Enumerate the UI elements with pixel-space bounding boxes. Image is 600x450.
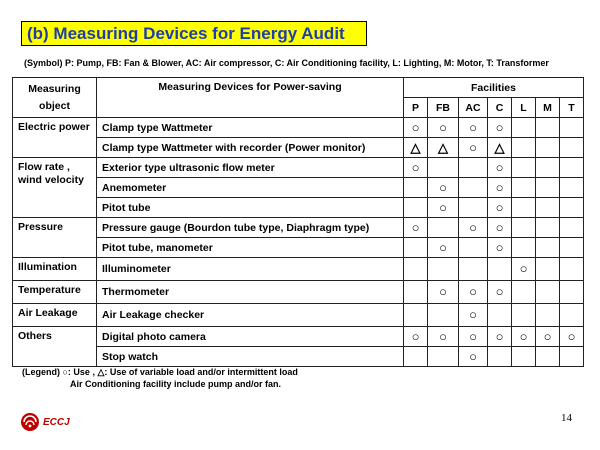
facility-cell bbox=[488, 218, 512, 238]
facility-cell bbox=[512, 347, 536, 367]
circle-mark: ○ bbox=[469, 119, 477, 135]
facility-cell bbox=[560, 258, 584, 281]
table-row bbox=[13, 178, 584, 198]
circle-mark: ○ bbox=[439, 179, 447, 195]
facility-cell bbox=[459, 138, 488, 158]
device-name: Exterior type ultrasonic flow meter bbox=[97, 158, 404, 178]
circle-mark: ○ bbox=[469, 139, 477, 155]
circle-mark: ○ bbox=[495, 159, 504, 175]
table-row bbox=[13, 258, 584, 281]
facility-cell bbox=[488, 118, 512, 138]
header-col-fb: FB bbox=[428, 98, 459, 118]
logo-text: ECCJ bbox=[43, 416, 70, 428]
header-col-t: T bbox=[560, 98, 584, 118]
facility-cell bbox=[428, 178, 459, 198]
facility-cell bbox=[488, 281, 512, 304]
facility-cell bbox=[428, 304, 459, 327]
facility-cell bbox=[560, 138, 584, 158]
facility-cell bbox=[536, 238, 560, 258]
device-name: Stop watch bbox=[97, 347, 404, 367]
legend-line-2: Air Conditioning facility include pump and/or fan. bbox=[70, 379, 281, 389]
facility-cell bbox=[512, 327, 536, 347]
circle-mark: ○ bbox=[411, 219, 420, 235]
device-name: Pressure gauge (Bourdon tube type, Diaphragm type) bbox=[97, 218, 404, 238]
facility-cell bbox=[512, 258, 536, 281]
facility-cell bbox=[428, 218, 459, 238]
facility-cell bbox=[512, 138, 536, 158]
table-row bbox=[13, 198, 584, 218]
facility-cell bbox=[560, 178, 584, 198]
circle-mark: ○ bbox=[469, 219, 477, 235]
circle-mark: ○ bbox=[495, 284, 504, 299]
facility-cell bbox=[512, 281, 536, 304]
facility-cell bbox=[560, 281, 584, 304]
facility-cell bbox=[512, 238, 536, 258]
facility-cell bbox=[404, 327, 428, 347]
facility-cell bbox=[404, 238, 428, 258]
triangle-mark: △ bbox=[410, 139, 421, 155]
header-devices: Measuring Devices for Power-saving bbox=[97, 78, 404, 118]
facility-cell bbox=[459, 327, 488, 347]
measuring-object: Temperature bbox=[13, 281, 97, 304]
measuring-object: Electric power bbox=[13, 118, 97, 158]
facility-cell bbox=[459, 218, 488, 238]
facility-cell bbox=[560, 238, 584, 258]
facility-cell bbox=[404, 118, 428, 138]
device-name: Pitot tube bbox=[97, 198, 404, 218]
page-title: (b) Measuring Devices for Energy Audit bbox=[21, 21, 367, 46]
circle-mark: ○ bbox=[439, 239, 447, 255]
triangle-mark: △ bbox=[494, 139, 505, 155]
facility-cell bbox=[536, 281, 560, 304]
device-name: Digital photo camera bbox=[97, 327, 404, 347]
header-facilities: Facilities bbox=[404, 78, 584, 98]
facility-cell bbox=[512, 178, 536, 198]
header-measuring-object: Measuring object bbox=[13, 78, 97, 118]
circle-mark: ○ bbox=[411, 119, 420, 135]
facility-cell bbox=[404, 158, 428, 178]
facility-cell bbox=[428, 238, 459, 258]
table-row bbox=[13, 118, 584, 138]
header-col-p: P bbox=[404, 98, 428, 118]
measuring-object: Illumination bbox=[13, 258, 97, 281]
circle-mark: ○ bbox=[567, 328, 576, 344]
symbol-definitions: (Symbol) P: Pump, FB: Fan & Blower, AC: Air compressor, C: Air Conditioning facility, L: Lighting, M: Motor, T: Transformer bbox=[24, 58, 549, 68]
facility-cell bbox=[428, 347, 459, 367]
eccj-logo-icon bbox=[20, 412, 40, 432]
facility-cell bbox=[488, 178, 512, 198]
device-name: Clamp type Wattmeter bbox=[97, 118, 404, 138]
facility-cell bbox=[536, 258, 560, 281]
facility-cell bbox=[560, 158, 584, 178]
table-row bbox=[13, 158, 584, 178]
circle-mark: ○ bbox=[495, 179, 504, 195]
header-col-ac: AC bbox=[459, 98, 488, 118]
circle-mark: ○ bbox=[411, 159, 420, 175]
circle-mark: ○ bbox=[439, 328, 447, 344]
facility-cell bbox=[488, 304, 512, 327]
facility-cell bbox=[404, 304, 428, 327]
facility-cell bbox=[428, 118, 459, 138]
header-col-c: C bbox=[488, 98, 512, 118]
table-row bbox=[13, 281, 584, 304]
facility-cell bbox=[428, 258, 459, 281]
circle-mark: ○ bbox=[469, 348, 477, 364]
facility-cell bbox=[536, 327, 560, 347]
circle-mark: ○ bbox=[469, 328, 477, 344]
facility-cell bbox=[560, 198, 584, 218]
header-col-m: M bbox=[536, 98, 560, 118]
facility-cell bbox=[404, 347, 428, 367]
facility-cell bbox=[459, 238, 488, 258]
table-row bbox=[13, 347, 584, 367]
facility-cell bbox=[536, 198, 560, 218]
facility-cell bbox=[560, 347, 584, 367]
table-row bbox=[13, 304, 584, 327]
facility-cell bbox=[428, 198, 459, 218]
facility-cell bbox=[512, 198, 536, 218]
facility-cell bbox=[512, 118, 536, 138]
facility-cell bbox=[536, 347, 560, 367]
facility-cell bbox=[536, 158, 560, 178]
circle-mark: ○ bbox=[495, 328, 504, 344]
facility-cell bbox=[536, 218, 560, 238]
circle-mark: ○ bbox=[495, 199, 504, 215]
page-number: 14 bbox=[561, 412, 572, 424]
circle-mark: ○ bbox=[411, 328, 420, 344]
device-name: Pitot tube, manometer bbox=[97, 238, 404, 258]
facility-cell bbox=[488, 238, 512, 258]
facility-cell bbox=[512, 158, 536, 178]
circle-mark: ○ bbox=[469, 307, 477, 322]
legend bbox=[22, 366, 298, 390]
facility-cell bbox=[459, 198, 488, 218]
device-name: Clamp type Wattmeter with recorder (Power monitor) bbox=[97, 138, 404, 158]
triangle-mark: △ bbox=[438, 139, 448, 155]
circle-mark: ○ bbox=[543, 328, 552, 344]
facility-cell bbox=[459, 178, 488, 198]
facility-cell bbox=[459, 347, 488, 367]
device-name: Anemometer bbox=[97, 178, 404, 198]
circle-mark: ○ bbox=[439, 284, 447, 299]
facility-cell bbox=[560, 304, 584, 327]
facility-cell bbox=[459, 258, 488, 281]
facility-cell bbox=[428, 138, 459, 158]
facility-cell bbox=[488, 198, 512, 218]
facility-cell bbox=[404, 218, 428, 238]
facility-cell bbox=[488, 158, 512, 178]
facility-cell bbox=[459, 304, 488, 327]
facility-cell bbox=[428, 327, 459, 347]
table-row bbox=[13, 218, 584, 238]
measuring-object: Flow rate , wind velocity bbox=[13, 158, 97, 218]
devices-table bbox=[12, 77, 584, 367]
facility-cell bbox=[459, 118, 488, 138]
header-col-l: L bbox=[512, 98, 536, 118]
circle-mark: ○ bbox=[495, 219, 504, 235]
table-row bbox=[13, 327, 584, 347]
facility-cell bbox=[536, 304, 560, 327]
facility-cell bbox=[459, 158, 488, 178]
facility-cell bbox=[404, 198, 428, 218]
facility-cell bbox=[428, 158, 459, 178]
facility-cell bbox=[536, 178, 560, 198]
circle-mark: ○ bbox=[439, 119, 447, 135]
facility-cell bbox=[404, 178, 428, 198]
facility-cell bbox=[404, 281, 428, 304]
device-name: Air Leakage checker bbox=[97, 304, 404, 327]
facility-cell bbox=[404, 258, 428, 281]
eccj-logo bbox=[20, 412, 70, 432]
facility-cell bbox=[536, 138, 560, 158]
circle-mark: ○ bbox=[495, 119, 504, 135]
facility-cell bbox=[404, 138, 428, 158]
device-name: Illuminometer bbox=[97, 258, 404, 281]
facility-cell bbox=[536, 118, 560, 138]
device-name: Thermometer bbox=[97, 281, 404, 304]
table-row bbox=[13, 138, 584, 158]
facility-cell bbox=[488, 327, 512, 347]
facility-cell bbox=[560, 327, 584, 347]
circle-mark: ○ bbox=[519, 328, 528, 344]
measuring-object: Pressure bbox=[13, 218, 97, 258]
circle-mark: ○ bbox=[519, 261, 528, 276]
facility-cell bbox=[428, 281, 459, 304]
table-row bbox=[13, 238, 584, 258]
legend-line-1: (Legend) ○: Use , △: Use of variable load and/or intermittent load bbox=[22, 367, 298, 377]
facility-cell bbox=[512, 218, 536, 238]
circle-mark: ○ bbox=[439, 199, 447, 215]
facility-cell bbox=[560, 118, 584, 138]
facility-cell bbox=[488, 347, 512, 367]
facility-cell bbox=[512, 304, 536, 327]
measuring-object: Others bbox=[13, 327, 97, 367]
measuring-object: Air Leakage bbox=[13, 304, 97, 327]
facility-cell bbox=[560, 218, 584, 238]
circle-mark: ○ bbox=[495, 239, 504, 255]
circle-mark: ○ bbox=[469, 284, 477, 299]
facility-cell bbox=[488, 138, 512, 158]
facility-cell bbox=[459, 281, 488, 304]
facility-cell bbox=[488, 258, 512, 281]
